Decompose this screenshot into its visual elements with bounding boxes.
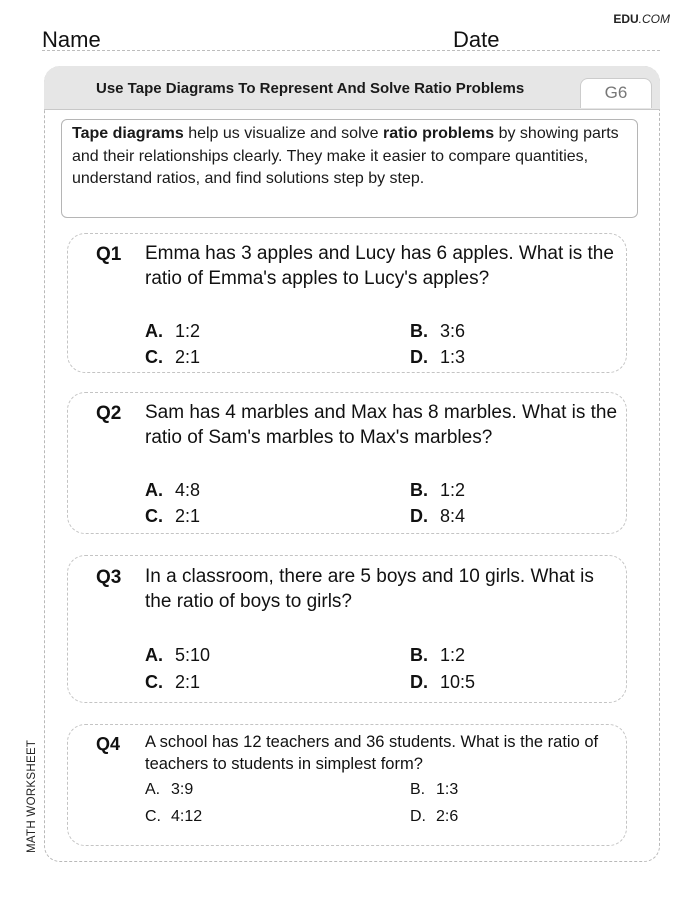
option-3c[interactable] — [145, 672, 200, 693]
intro-text-2: by showing parts and their relationships clearly. They make it easier to compare quantities, understand ratios, and find solutions step by step. — [72, 125, 619, 187]
option-letter: B. — [410, 480, 428, 500]
intro-term-tape-diagrams: Tape diagrams — [72, 125, 184, 142]
option-value: 2:1 — [175, 672, 201, 692]
option-3b[interactable] — [410, 645, 465, 666]
intro-box — [61, 119, 638, 218]
option-4b[interactable] — [410, 781, 458, 799]
option-value: 5:10 — [175, 645, 211, 665]
brand-logo — [613, 12, 670, 26]
option-value: 3:6 — [440, 321, 466, 341]
option-letter: C. — [145, 506, 163, 526]
option-4a[interactable] — [145, 781, 193, 799]
option-letter: A. — [145, 321, 163, 341]
option-letter: B. — [410, 645, 428, 665]
option-1a[interactable] — [145, 321, 200, 342]
option-letter: C. — [145, 672, 163, 692]
option-letter: A. — [145, 645, 163, 665]
option-value: 1:2 — [175, 321, 201, 341]
brand-suffix: .COM — [638, 12, 670, 26]
option-value: 1:2 — [440, 480, 466, 500]
question-number-3: Q3 — [96, 567, 122, 588]
option-2a[interactable] — [145, 480, 200, 501]
option-2b[interactable] — [410, 480, 465, 501]
option-value: 10:5 — [440, 672, 476, 692]
option-letter: D. — [410, 672, 428, 692]
brand-main: EDU — [613, 12, 639, 26]
question-text-1: Emma has 3 apples and Lucy has 6 apples. What is the ratio of Emma's apples to Lucy's apples? — [145, 243, 614, 289]
option-value: 8:4 — [440, 506, 466, 526]
option-letter: D. — [410, 347, 428, 367]
option-value: 2:1 — [175, 347, 201, 367]
option-letter: B. — [410, 781, 426, 798]
option-value: 4:8 — [175, 480, 201, 500]
question-number-4: Q4 — [96, 734, 121, 754]
option-1c[interactable] — [145, 347, 200, 368]
worksheet-title: Use Tape Diagrams To Represent And Solve Ratio Problems — [96, 80, 525, 97]
question-text-4: A school has 12 teachers and 36 students. What is the ratio of teachers to students in simplest form? — [145, 733, 599, 773]
question-text-3: In a classroom, there are 5 boys and 10 girls. What is the ratio of boys to girls? — [145, 566, 594, 612]
option-value: 1:3 — [436, 781, 459, 798]
question-text-2: Sam has 4 marbles and Max has 8 marbles. What is the ratio of Sam's marbles to Max's marbles? — [145, 402, 618, 448]
option-1b[interactable] — [410, 321, 465, 342]
option-letter: C. — [145, 808, 161, 825]
math-worksheet-side-label: MATH WORKSHEET — [26, 739, 38, 853]
option-value: 4:12 — [171, 808, 203, 825]
option-value: 2:6 — [436, 808, 459, 825]
option-letter: D. — [410, 808, 426, 825]
option-letter: D. — [410, 506, 428, 526]
option-3a[interactable] — [145, 645, 210, 666]
question-number-1: Q1 — [96, 244, 122, 265]
option-letter: C. — [145, 347, 163, 367]
intro-term-ratio-problems: ratio problems — [382, 125, 495, 142]
name-date-line — [42, 50, 660, 51]
option-2d[interactable] — [410, 506, 465, 527]
option-letter: A. — [145, 781, 161, 798]
option-value: 1:3 — [440, 347, 466, 367]
date-label: Date — [453, 27, 500, 52]
option-4c[interactable] — [145, 808, 202, 826]
question-number-2: Q2 — [96, 403, 122, 424]
option-2c[interactable] — [145, 506, 200, 527]
intro-text-1: help us visualize and solve — [183, 125, 383, 142]
option-4d[interactable] — [410, 808, 458, 826]
option-value: 3:9 — [171, 781, 194, 798]
option-value: 1:2 — [440, 645, 466, 665]
option-3d[interactable] — [410, 672, 475, 693]
grade-badge: G6 — [580, 78, 652, 108]
option-value: 2:1 — [175, 506, 201, 526]
option-letter: B. — [410, 321, 428, 341]
name-label: Name — [42, 27, 101, 52]
option-1d[interactable] — [410, 347, 465, 368]
option-letter: A. — [145, 480, 163, 500]
